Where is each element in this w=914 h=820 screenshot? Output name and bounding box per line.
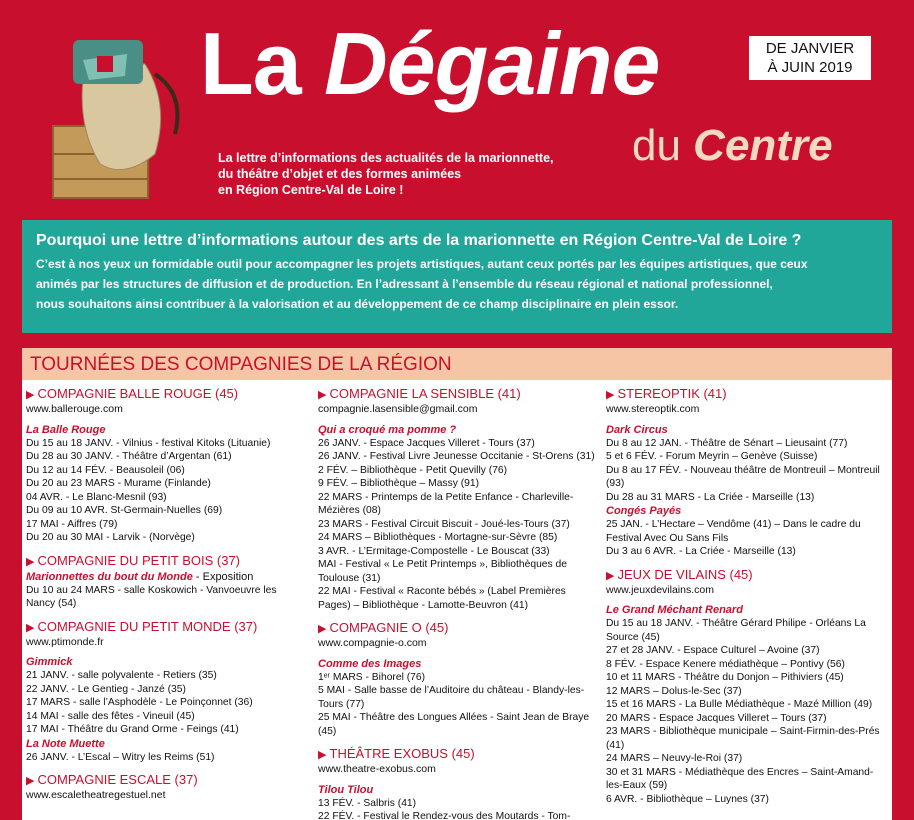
show-title — [606, 504, 888, 518]
company-name: JEUX DE VILAINS (45) — [617, 566, 753, 582]
tour-date: 5 MAI — [318, 685, 345, 696]
tour-date: 22 MAI — [318, 586, 351, 597]
tour-date-line — [26, 450, 308, 464]
tour-venue: – Dolus-le-Sec (37) — [652, 685, 742, 697]
show-title — [26, 570, 308, 584]
company-block — [26, 619, 308, 765]
tour-date-line — [606, 658, 888, 672]
tour-date-line — [606, 793, 888, 807]
show-title — [318, 657, 596, 671]
tour-date: 12 MARS — [606, 685, 651, 697]
tour-date-line — [26, 437, 308, 451]
show-name: La Balle Rouge — [26, 423, 106, 436]
why-box — [22, 220, 892, 333]
company-block — [318, 746, 596, 820]
tour-date-line — [318, 491, 596, 518]
tour-date-line — [318, 545, 596, 559]
tour-date: 25 MAI — [318, 712, 351, 723]
tour-date-line — [26, 491, 308, 505]
tour-date: 25 JAN. — [606, 519, 643, 530]
tour-date-line — [318, 585, 596, 612]
intro-text: La lettre d’informations des actualités de la marionnette, du théâtre d’objet et des formes animées en Région Centre-Val de Loire ! — [218, 151, 554, 197]
tour-venue: - Festival « Le Petit Printemps », Bibliothèques de Toulouse (31) — [318, 559, 567, 584]
masthead — [0, 0, 914, 210]
column-1 — [26, 386, 308, 809]
company-heading — [606, 386, 888, 403]
triangle-icon: ▶ — [318, 749, 330, 761]
tour-date: 1ᵉʳ MARS — [318, 671, 363, 683]
tour-date-line — [318, 531, 596, 545]
tour-venue: - Le Gentieg - Janzé (35) — [71, 683, 186, 695]
tour-venue: - L’Ermitage-Compostelle - Le Bouscat (33) — [352, 545, 550, 557]
tour-date-line — [318, 477, 596, 491]
tour-venue: - La Criée - Marseille (13) — [679, 546, 796, 557]
tour-venue: - Bibliothèque – Luynes (37) — [640, 793, 769, 805]
tour-venue: - Nouveau théâtre de Montreuil – Montreuil (93) — [606, 464, 880, 489]
tour-venue: - Vilnius - festival Kitoks (Lituanie) — [116, 437, 271, 449]
tour-date-line — [606, 491, 888, 505]
company-block — [26, 386, 308, 545]
tour-venue: - Le Blanc-Mesnil (93) — [65, 491, 167, 503]
tour-date-line — [26, 584, 308, 611]
company-website-link[interactable]: www.stereoptik.com — [606, 403, 700, 415]
tour-date: Du 12 au 14 FÉV. — [26, 464, 107, 476]
tour-date: 5 et 6 FÉV. — [606, 451, 657, 462]
show-title — [26, 655, 308, 669]
triangle-icon: ▶ — [318, 389, 330, 401]
company-heading — [318, 386, 596, 403]
tour-date-line — [606, 712, 888, 726]
tour-venue: - Théâtre du Grand Orme - Feings (41) — [61, 724, 239, 735]
tour-date-line — [606, 644, 888, 658]
newsletter-subtitle: du Centre — [632, 121, 833, 170]
tour-date-line — [318, 810, 596, 820]
tour-venue: - Larvik - (Norvège) — [106, 532, 195, 543]
tour-date: Du 28 au 30 JANV. — [26, 451, 114, 462]
company-website-link[interactable]: www.theatre-exobus.com — [318, 763, 436, 775]
company-name: COMPAGNIE BALLE ROUGE (45) — [37, 386, 239, 401]
tour-venue: - salle des fêtes - Vineuil (45) — [61, 710, 195, 722]
show-name: La Note Muette — [26, 737, 105, 750]
show-name: Marionnettes du bout du Monde — [26, 570, 193, 583]
company-name: COMPAGNIE DU PETIT BOIS (37) — [37, 552, 241, 568]
company-website-link[interactable]: www.escaletheatregestuel.net — [26, 789, 166, 801]
tour-date-line — [318, 558, 596, 585]
company-block — [26, 772, 308, 803]
tour-date-line — [606, 545, 888, 559]
edition-dates: DE JANVIER À JUIN 2019 — [749, 36, 871, 80]
tour-venue: – Neuvy-le-Roi (37) — [652, 753, 743, 764]
tour-date: 17 MAI — [26, 518, 59, 530]
company-website-link[interactable]: compagnie.lasensible@gmail.com — [318, 403, 478, 415]
tour-venue: - Espace Jacques Villeret – Tours (37) — [652, 712, 827, 724]
tour-date-line — [606, 766, 888, 793]
tour-date-line — [318, 711, 596, 738]
triangle-icon: ▶ — [26, 621, 38, 634]
tour-venue: - L’Hectare – Vendôme (41) – Dans le cadre du Festival Avec Ou Sans Fils — [606, 519, 861, 544]
tour-date-line — [606, 464, 888, 491]
show-name: Tilou Tilou — [318, 783, 374, 796]
company-heading — [318, 746, 596, 763]
tour-date-line — [606, 450, 888, 464]
tour-date-line — [606, 671, 888, 685]
tour-venue: - Espace Kenere médiathèque – Pontivy (56) — [639, 658, 845, 670]
tour-venue: - Festival le Rendez-vous des Moutards - Tom- — [357, 811, 571, 820]
show-name: Gimmick — [26, 656, 73, 668]
triangle-icon: ▶ — [26, 389, 38, 401]
why-line: C’est à nos yeux un formidable outil pour accompagner les projets artistiques, autant ceux portés par les équipes artistiques, que ceux — [36, 257, 808, 271]
company-website-link[interactable]: www.ballerouge.com — [26, 403, 123, 415]
tour-date: 6 AVR. — [606, 793, 638, 805]
tour-date: 17 MARS — [26, 697, 71, 708]
tour-venue: - Forum Meyrin – Genève (Suisse) — [659, 451, 818, 462]
company-name: THÉÂTRE EXOBUS (45) — [329, 746, 475, 761]
tour-date: Du 20 au 23 MARS — [26, 478, 115, 489]
tour-date-line — [318, 671, 596, 685]
company-block — [606, 567, 888, 807]
tour-date: 22 JANV. — [26, 683, 69, 695]
tour-date: 3 AVR. — [318, 545, 350, 557]
company-name: COMPAGNIE O (45) — [329, 620, 449, 635]
company-heading — [26, 619, 308, 636]
tour-date-line — [606, 685, 888, 699]
tour-date: 13 FÉV. — [318, 797, 355, 809]
company-heading — [26, 386, 308, 403]
puppet-illustration — [45, 34, 195, 204]
tour-date-line — [26, 464, 308, 478]
tour-date-line — [606, 725, 888, 752]
tour-date: 26 JANV. — [26, 751, 69, 763]
show-name: Dark Circus — [606, 423, 668, 436]
company-block — [26, 553, 308, 611]
tour-venue: – Bibliothèques - Mortagne-sur-Sèvre (85) — [364, 532, 558, 543]
tour-date-line — [318, 518, 596, 532]
show-name: Le Grand Méchant Renard — [606, 604, 743, 616]
column-2 — [318, 386, 596, 820]
tour-date-line — [26, 723, 308, 737]
tour-date: Du 8 au 17 FÉV. — [606, 464, 682, 476]
tour-date: 20 MARS — [606, 712, 651, 724]
tour-date: 14 MAI — [26, 710, 59, 722]
tour-date-line — [318, 437, 596, 451]
tour-date: 04 AVR. — [26, 491, 64, 503]
tour-date-line — [26, 696, 308, 710]
tour-date-line — [26, 683, 308, 697]
tour-date: 22 FÉV. — [318, 811, 355, 820]
company-name: COMPAGNIE LA SENSIBLE (41) — [329, 386, 521, 401]
tour-date: Du 15 au 18 JANV. — [26, 437, 114, 449]
tour-date: Du 10 au 24 MARS — [26, 584, 115, 596]
tour-venue: - Salle basse de l’Auditoire du château - Blandy-les-Tours (77) — [318, 685, 585, 710]
tour-date: 26 JANV. — [318, 451, 361, 462]
column-3 — [606, 386, 888, 806]
tour-date-line — [318, 450, 596, 464]
company-block — [606, 386, 888, 559]
tour-date: 23 MARS — [318, 518, 363, 530]
tour-venue: - Salbris (41) — [357, 797, 417, 809]
show-title — [318, 783, 596, 797]
company-heading — [26, 772, 308, 789]
tour-date-line — [26, 710, 308, 724]
tour-venue: St-Germain-Nuelles (69) — [110, 505, 223, 516]
tour-venue: – Bibliothèque – Massy (91) — [351, 478, 480, 489]
tour-date-line — [606, 698, 888, 712]
show-title — [26, 737, 308, 751]
tour-date-line — [26, 518, 308, 532]
company-heading — [26, 553, 308, 570]
tour-venue: - Théâtre Gérard Philipe - Orléans La Source (45) — [606, 618, 866, 643]
tour-date-line — [318, 797, 596, 811]
tour-venue: - Espace Culturel – Avoine (37) — [677, 645, 820, 656]
tour-date-line — [26, 669, 308, 683]
tour-date-line — [606, 518, 888, 545]
show-type: - Exposition — [192, 570, 254, 583]
triangle-icon: ▶ — [26, 775, 38, 787]
tour-venue: - salle Koskowich - Vanvoeuvre les Nancy (54) — [26, 584, 277, 609]
triangle-icon: ▶ — [26, 555, 38, 568]
tour-date-line — [318, 464, 596, 478]
company-name: STEREOPTIK (41) — [617, 386, 727, 401]
tour-date-line — [318, 684, 596, 711]
tour-venue: - salle l’Asphodèle - Le Poinçonnet (36) — [72, 697, 253, 708]
tour-date-line — [26, 504, 308, 518]
why-heading: Pourquoi une lettre d’informations autour des arts de la marionnette en Région Centre-Val de Loire ? — [36, 232, 802, 249]
tour-date: 17 MAI — [26, 724, 59, 735]
tour-date: 2 FÉV. — [318, 464, 349, 476]
tour-venue: - Bibliothèque municipale – Saint-Firmin-des-Prés (41) — [606, 726, 880, 751]
tour-venue: - Festival Livre Jeunesse Occitanie - St-Orens (31) — [363, 451, 595, 462]
tour-venue: - La Bulle Médiathèque - Mazé Million (49) — [678, 699, 873, 710]
show-title — [26, 423, 308, 437]
tour-date: 10 et 11 MARS — [606, 672, 676, 683]
show-title — [318, 423, 596, 437]
company-website-link[interactable]: www.ptimonde.fr — [26, 635, 104, 648]
tour-date: Du 3 au 6 AVR. — [606, 546, 677, 557]
tour-venue: - Théâtre d’Argentan (61) — [116, 451, 232, 462]
tour-venue: - Bihorel (76) — [365, 671, 426, 683]
tour-venue: - Espace Jacques Villeret - Tours (37) — [363, 437, 535, 449]
company-block — [318, 386, 596, 612]
tour-date: 26 JANV. — [318, 437, 361, 449]
tour-venue: - Beausoleil (06) — [109, 464, 185, 476]
tour-venue: - Médiathèque des Encres – Saint-Amand-les-Eaux (59) — [606, 766, 874, 791]
tour-date: Du 20 au 30 MAI — [26, 532, 104, 543]
tour-venue: - salle polyvalente - Retiers (35) — [71, 670, 217, 681]
company-heading — [606, 567, 888, 584]
tour-date: 27 et 28 JANV. — [606, 645, 675, 656]
tour-venue: - Théâtre du Donjon – Pithiviers (45) — [677, 672, 844, 683]
tours-section — [22, 348, 892, 820]
tour-venue: - Festival « Raconte bébés » (Label Premières Pages) – Bibliothèque - Lamotte-Beuvron (41) — [318, 586, 566, 611]
tour-venue: - Théâtre de Sénart – Lieusaint (77) — [684, 437, 848, 449]
company-heading — [318, 620, 596, 637]
tour-date: 30 et 31 MARS — [606, 766, 676, 778]
show-name: Qui a croqué ma pomme ? — [318, 423, 457, 436]
tour-date: 15 et 16 MARS — [606, 699, 676, 710]
tour-date-line — [26, 751, 308, 765]
show-name: Comme des Images — [318, 657, 422, 670]
company-name: COMPAGNIE DU PETIT MONDE (37) — [37, 618, 258, 634]
tour-date: 24 MARS — [318, 532, 363, 543]
tour-venue: - Aiffres (79) — [61, 518, 118, 530]
tour-date-line — [606, 437, 888, 451]
tour-date: 21 JANV. — [26, 670, 69, 681]
tour-date: Du 15 au 18 JANV. — [606, 618, 694, 629]
tour-date-line — [26, 531, 308, 545]
why-line: animés par les structures de diffusion et de production. En l’adressant à l’ensemble du réseau régional et national professionnel, — [36, 277, 773, 291]
tour-venue: - Théâtre des Longues Allées - Saint Jean de Braye (45) — [318, 712, 590, 737]
tour-date-line — [606, 752, 888, 766]
show-name: Congés Payés — [606, 505, 682, 517]
tour-venue: – Bibliothèque - Petit Quevilly (76) — [351, 464, 508, 476]
newsletter-title: La Dégaine — [200, 14, 660, 113]
tour-date: Du 8 au 12 JAN. — [606, 437, 682, 449]
why-line: nous souhaitons ainsi contribuer à la valorisation et au développement de ce champ disciplinaire en plein essor. — [36, 297, 679, 311]
tour-venue: - La Criée - Marseille (13) — [697, 491, 815, 503]
tour-date: 22 MARS — [318, 491, 363, 503]
section-title: TOURNÉES DES COMPAGNIES DE LA RÉGION — [22, 348, 892, 380]
company-website-link[interactable]: www.jeuxdevilains.com — [606, 583, 714, 596]
tour-venue: - L’Escal – Witry les Reims (51) — [71, 751, 215, 763]
tour-date: Du 28 au 31 MARS — [606, 491, 695, 503]
triangle-icon: ▶ — [606, 389, 618, 401]
tour-date: 23 MARS — [606, 726, 651, 737]
show-title — [606, 423, 888, 437]
tour-date-line — [26, 477, 308, 491]
tour-date: 9 FÉV. — [318, 478, 349, 489]
tour-date: 24 MARS — [606, 753, 651, 764]
tour-venue: - Murame (Finlande) — [117, 478, 211, 489]
company-block — [318, 620, 596, 738]
company-name: COMPAGNIE ESCALE (37) — [37, 772, 198, 787]
triangle-icon: ▶ — [318, 623, 330, 635]
tour-date: Du 09 au 10 AVR. — [26, 505, 108, 516]
company-website-link[interactable]: www.compagnie-o.com — [318, 637, 427, 649]
triangle-icon: ▶ — [606, 569, 618, 582]
tour-date: 8 FÉV. — [606, 658, 637, 670]
tour-venue: - Printemps de la Petite Enfance - Charleville-Mézières (08) — [318, 491, 574, 516]
tour-date: MAI — [318, 559, 337, 570]
tour-venue: - Festival Circuit Biscuit - Joué-les-Tours (37) — [364, 518, 570, 530]
tour-date-line — [606, 617, 888, 644]
show-title — [606, 603, 888, 617]
